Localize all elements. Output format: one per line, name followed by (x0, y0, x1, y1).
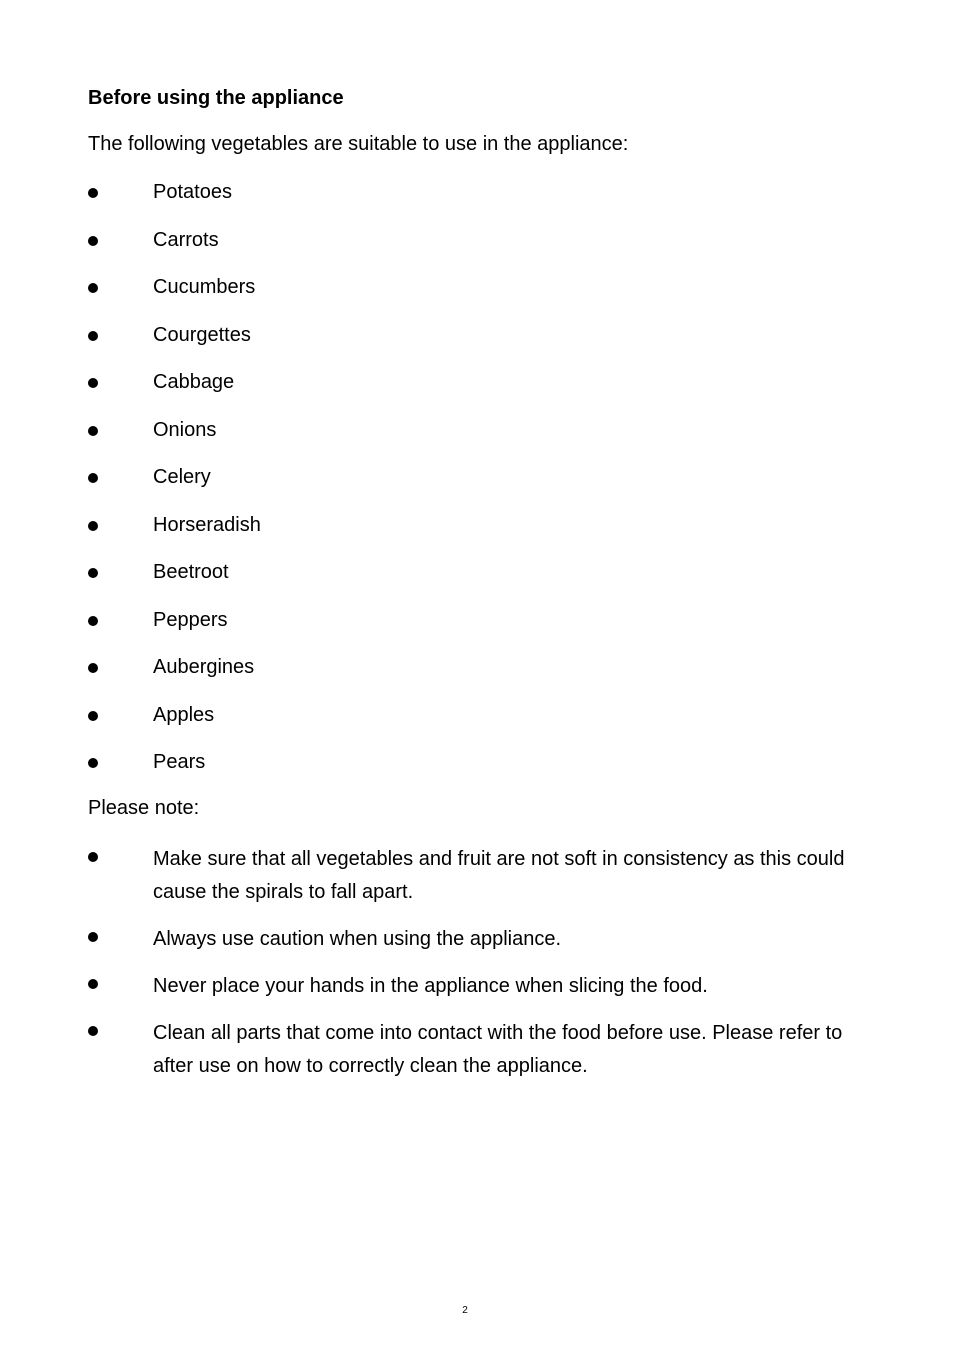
list-item-text: Cabbage (153, 371, 235, 393)
list-item-text: Aubergines (153, 656, 255, 678)
bullet-icon (88, 236, 98, 246)
list-item (88, 607, 868, 655)
bullet-icon (88, 283, 98, 293)
vegetable-list (88, 179, 868, 797)
bullet-icon (88, 852, 98, 862)
list-item-text: Apples (153, 703, 215, 726)
bullet-icon (88, 1026, 98, 1036)
bullet-icon (88, 331, 98, 341)
bullet-icon (88, 616, 98, 626)
list-item (88, 179, 868, 227)
list-item (88, 749, 868, 797)
list-item (88, 512, 868, 560)
list-item-text: Horseradish (153, 513, 261, 536)
page-number: 2 (462, 1305, 468, 1316)
list-item (88, 843, 868, 909)
list-item (88, 464, 868, 512)
list-item-text: Pears (153, 751, 206, 773)
list-item-text: Cucumbers (153, 276, 256, 298)
list-item (88, 923, 868, 956)
list-item-text: Celery (153, 466, 211, 488)
list-item (88, 970, 868, 1003)
list-item (88, 274, 868, 322)
list-item-text: Always use caution when using the appliance. (153, 928, 562, 950)
list-item-text: Peppers (153, 608, 228, 631)
list-item (88, 322, 868, 370)
bullet-icon (88, 758, 98, 768)
list-item-text: Onions (153, 418, 217, 441)
list-item (88, 369, 868, 417)
bullet-icon (88, 932, 98, 942)
list-item-text: Make sure that all vegetables and fruit are not soft in consistency as this could cause the spirals to fall apart. (153, 848, 845, 903)
bullet-icon (88, 188, 98, 198)
bullet-icon (88, 711, 98, 721)
list-item (88, 417, 868, 465)
list-item (88, 1017, 868, 1083)
bullet-icon (88, 426, 98, 436)
list-item (88, 559, 868, 607)
intro-text: The following vegetables are suitable to use in the appliance: (88, 133, 629, 155)
section-heading: Before using the appliance (88, 87, 344, 109)
list-item-text: Courgettes (153, 323, 251, 346)
list-item-text: Never place your hands in the appliance when slicing the food. (153, 975, 708, 997)
bullet-icon (88, 473, 98, 483)
list-item-text: Beetroot (153, 561, 229, 583)
list-item (88, 702, 868, 750)
bullet-icon (88, 663, 98, 673)
bullet-icon (88, 378, 98, 388)
bullet-icon (88, 568, 98, 578)
list-item-text: Potatoes (153, 181, 232, 203)
notes-list (88, 843, 868, 1097)
list-item (88, 654, 868, 702)
list-item-text: Carrots (153, 228, 219, 251)
note-label: Please note: (88, 797, 200, 819)
list-item-text: Clean all parts that come into contact with the food before use. Please refer to after use on how to correctly clean the appliance. (153, 1022, 843, 1077)
bullet-icon (88, 979, 98, 989)
list-item (88, 227, 868, 275)
bullet-icon (88, 521, 98, 531)
